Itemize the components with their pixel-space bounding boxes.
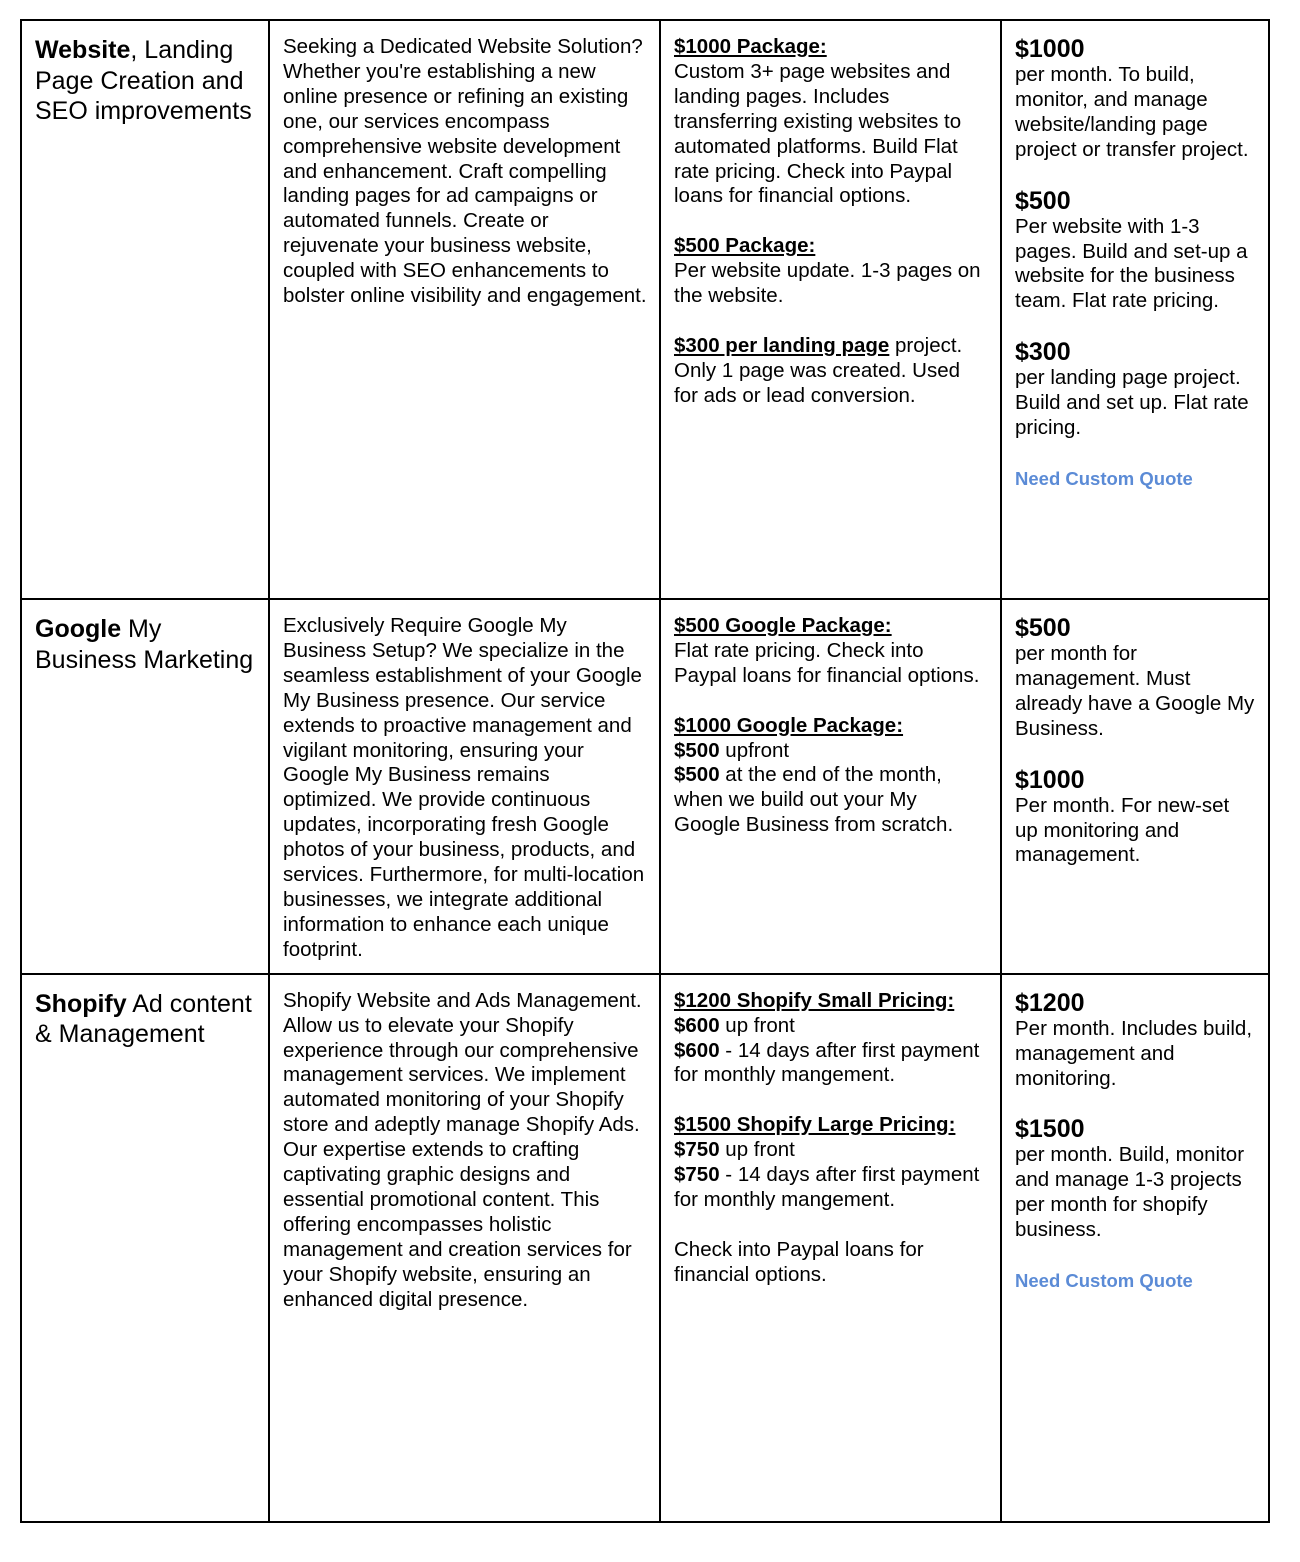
package-heading: $300 per landing page [674, 333, 890, 357]
need-custom-quote-link[interactable]: Need Custom Quote [1015, 467, 1193, 489]
package-line-amount: $600 [674, 1038, 720, 1062]
package-heading: $1500 Shopify Large Pricing: [674, 1113, 956, 1137]
price-text: Per month. Includes build, management and monitoring. [1015, 1016, 1253, 1090]
price-amount: $300 [1015, 338, 1071, 367]
package-heading: $1000 Google Package: [674, 713, 904, 737]
package-line-text: up front [719, 1138, 795, 1162]
table-row-website [21, 20, 1269, 599]
package-line-amount: $750 [674, 1163, 720, 1187]
pricing-cell [1001, 974, 1269, 1522]
package-heading: $500 Google Package: [674, 614, 892, 637]
package-line-text: upfront [719, 738, 790, 762]
pricing-cell [1001, 20, 1269, 599]
package-line-amount: $600 [674, 1013, 720, 1037]
packages-cell [660, 599, 1001, 974]
service-name-rest: My Business Marketing [35, 615, 254, 674]
table-row-google [21, 599, 1269, 974]
package-line-amount: $750 [674, 1138, 720, 1162]
package-heading: $500 Package: [674, 234, 816, 258]
package-line-amount: $500 [674, 738, 720, 762]
price-text: Per month. For new-set up monitoring and management. [1015, 793, 1230, 867]
price-amount: $1000 [1015, 35, 1085, 63]
package-heading: $1200 Shopify Small Pricing: [674, 988, 955, 1012]
description-cell [269, 20, 660, 599]
package-text: Check into Paypal loans for financial options. [674, 1237, 924, 1286]
price-text: per landing page project. Build and set up. Flat rate pricing. [1015, 366, 1249, 440]
package-line-text: - 14 days after first payment for monthly mangement. [674, 1038, 980, 1087]
table-row-shopify [21, 974, 1269, 1522]
package-text: Per website update. 1-3 pages on the website. [674, 259, 981, 308]
description-cell [269, 599, 660, 974]
price-text: per month for management. Must already have a Google My Business. [1015, 642, 1255, 740]
service-name [35, 35, 256, 127]
price-amount: $1000 [1015, 765, 1085, 794]
service-name-bold: Google [35, 615, 122, 643]
service-name-rest: Ad content & Management [35, 989, 252, 1049]
service-name [35, 614, 256, 675]
service-description: Seeking a Dedicated Website Solution? Whether you're establishing a new online presence or refining an existing one, our services encompass comprehensive website development and enhancement. Craft compelling landing pages for ad campaigns or automated funnels. Create or rejuvenate your business website, coupled with SEO enhancements to bolster online visibility and engagement. [283, 35, 647, 308]
package-line-text: up front [719, 1013, 795, 1037]
package-line-text: at the end of the month, when we build out your My Google Business from scratch. [674, 763, 954, 837]
service-cell [21, 599, 269, 974]
package-line [674, 1163, 988, 1213]
package-text: Custom 3+ page websites and landing pages. Includes transferring existing websites to automated platforms. Build Flat rate pricing. Check into Paypal loans for financial options. [674, 59, 962, 208]
pricing-cell [1001, 599, 1269, 974]
package-line-amount: $500 [674, 763, 720, 787]
price-amount: $1200 [1015, 988, 1085, 1017]
service-cell [21, 974, 269, 1522]
package-line [674, 1039, 988, 1089]
need-custom-quote-link[interactable]: Need Custom Quote [1015, 1270, 1193, 1292]
service-description: Exclusively Require Google My Business Setup? We specialize in the seamless establishment of your Google My Business presence. Our service extends to proactive management and vigilant monitoring, ensuring your Google My Business remains optimized. We provide continuous updates, incorporating fresh Google photos of your business, products, and services. Furthermore, for multi-location businesses, we integrate additional information to enhance each unique footprint. [283, 614, 645, 961]
package-line [674, 763, 988, 838]
price-text: per month. Build, monitor and manage 1-3 projects per month for shopify business. [1015, 1143, 1245, 1242]
package-line [674, 1138, 988, 1163]
service-description: Shopify Website and Ads Management. Allow us to elevate your Shopify experience through our comprehensive management services. We implement automated monitoring of your Shopify store and adeptly manage Shopify Ads. Our expertise extends to crafting captivating graphic designs and essential promotional content. This offering encompasses holistic management and creation services for your Shopify website, ensuring an enhanced digital presence. [283, 988, 642, 1311]
service-name-bold: Website [35, 36, 131, 64]
packages-cell [660, 20, 1001, 599]
description-cell [269, 974, 660, 1522]
package-line [674, 739, 988, 764]
price-amount: $1500 [1015, 1115, 1085, 1144]
package-text: Flat rate pricing. Check into Paypal loans for financial options. [674, 638, 980, 687]
package-heading: $1000 Package: [674, 35, 827, 58]
price-text: Per website with 1-3 pages. Build and set-up a website for the business team. Flat rate pricing. [1015, 214, 1248, 313]
price-text: per month. To build, monitor, and manage website/landing page project or transfer project. [1015, 63, 1249, 161]
pricing-table [20, 19, 1270, 1523]
service-name-rest: , Landing Page Creation and SEO improvements [35, 36, 252, 125]
package-text: project. Only 1 page was created. Used for ads or lead conversion. [674, 333, 963, 407]
price-amount: $500 [1015, 186, 1071, 215]
packages-cell [660, 974, 1001, 1522]
service-name [35, 989, 256, 1050]
service-cell [21, 20, 269, 599]
service-name-bold: Shopify [35, 989, 127, 1018]
package-line [674, 1014, 988, 1039]
price-amount: $500 [1015, 614, 1071, 642]
package-line-text: - 14 days after first payment for monthly mangement. [674, 1163, 980, 1211]
